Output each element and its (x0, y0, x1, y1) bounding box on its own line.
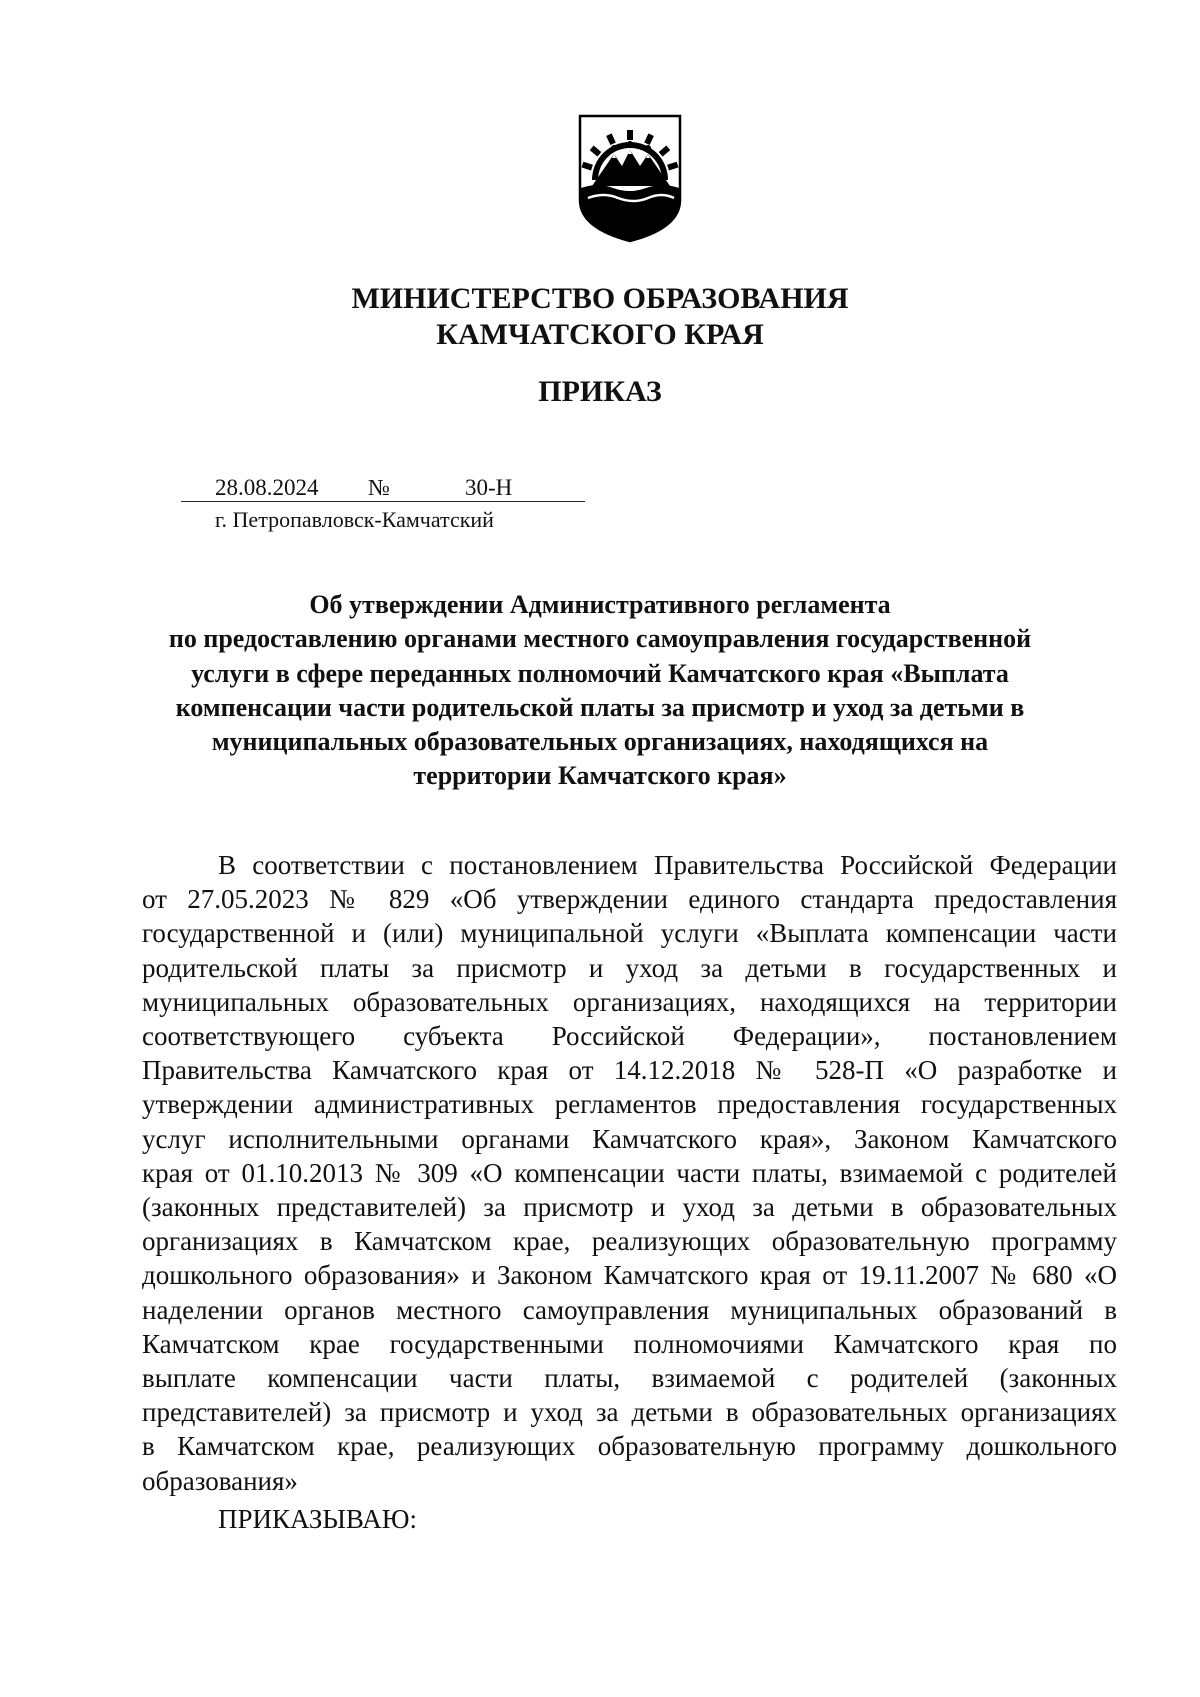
subject-line: территории Камчатского края» (413, 761, 787, 791)
ministry-name-line2: КАМЧАТСКОГО КРАЯ (436, 318, 764, 351)
subject-line: муниципальных образовательных организациях, находящихся на (211, 727, 989, 757)
subject-line: по предоставлению органами местного самоуправления государственной (168, 624, 1032, 654)
body-line: края от 01.10.2013 № 309 «О компенсации части платы, взимаемой с родителей (142, 1157, 1117, 1188)
kamchatka-coat-of-arms-icon (578, 114, 682, 243)
body-line: государственной и (или) муниципальной услуги «Выплата компенсации части (142, 918, 1117, 949)
body-line: наделении органов местного самоуправления муниципальных образований в (142, 1294, 1117, 1325)
body-line: организациях в Камчатском крае, реализующих образовательную программу (142, 1226, 1117, 1257)
body-line: образования» (142, 1465, 298, 1496)
body-line: Камчатском крае государственными полномочиями Камчатского края по (142, 1328, 1117, 1359)
body-line: выплате компенсации части платы, взимаемой с родителей (законных (142, 1363, 1117, 1394)
body-line: утверждении административных регламентов предоставления государственных (142, 1089, 1117, 1120)
order-number-sign: № (368, 475, 390, 500)
body-line: (законных представителей) за присмотр и уход за детьми в образовательных (142, 1192, 1117, 1223)
order-date: 28.08.2024 (215, 475, 319, 500)
body-line: услуг исполнительными органами Камчатского края», Законом Камчатского (142, 1123, 1117, 1154)
date-number-underline (181, 501, 585, 502)
order-directive: ПРИКАЗЫВАЮ: (218, 1504, 417, 1534)
body-line: представителей) за присмотр и уход за детьми в образовательных организациях (142, 1397, 1117, 1428)
ministry-name-line1: МИНИСТЕРСТВО ОБРАЗОВАНИЯ (351, 282, 849, 315)
document-type-title: ПРИКАЗ (538, 375, 662, 408)
body-line: В соответствии с постановлением Правительства Российской Федерации (218, 850, 1117, 880)
subject-line: Об утверждении Административного регламента (309, 590, 891, 619)
subject-line: компенсации части родительской платы за присмотр и уход за детьми в (175, 692, 1025, 722)
body-line: родительской платы за присмотр и уход за детьми в государственных и (142, 952, 1117, 983)
body-line: соответствующего субъекта Российской Федерации», постановлением (142, 1021, 1117, 1052)
body-line: Правительства Камчатского края от 14.12.2018 № 528-П «О разработке и (142, 1055, 1117, 1086)
preamble-paragraph (142, 848, 1117, 1498)
subject-line: услуги в сфере переданных полномочий Камчатского края «Выплата (191, 658, 1009, 688)
body-line: от 27.05.2023 № 829 «Об утверждении единого стандарта предоставления (142, 884, 1117, 915)
body-line: в Камчатском крае, реализующих образовательную программу дошкольного (142, 1431, 1117, 1462)
issue-city: г. Петропавловск-Камчатский (215, 507, 494, 532)
order-number: 30-Н (465, 475, 513, 500)
body-line: муниципальных образовательных организациях, находящихся на территории (142, 986, 1117, 1017)
order-subject (140, 588, 1060, 794)
body-line: дошкольного образования» и Законом Камчатского края от 19.11.2007 № 680 «О (142, 1260, 1117, 1291)
